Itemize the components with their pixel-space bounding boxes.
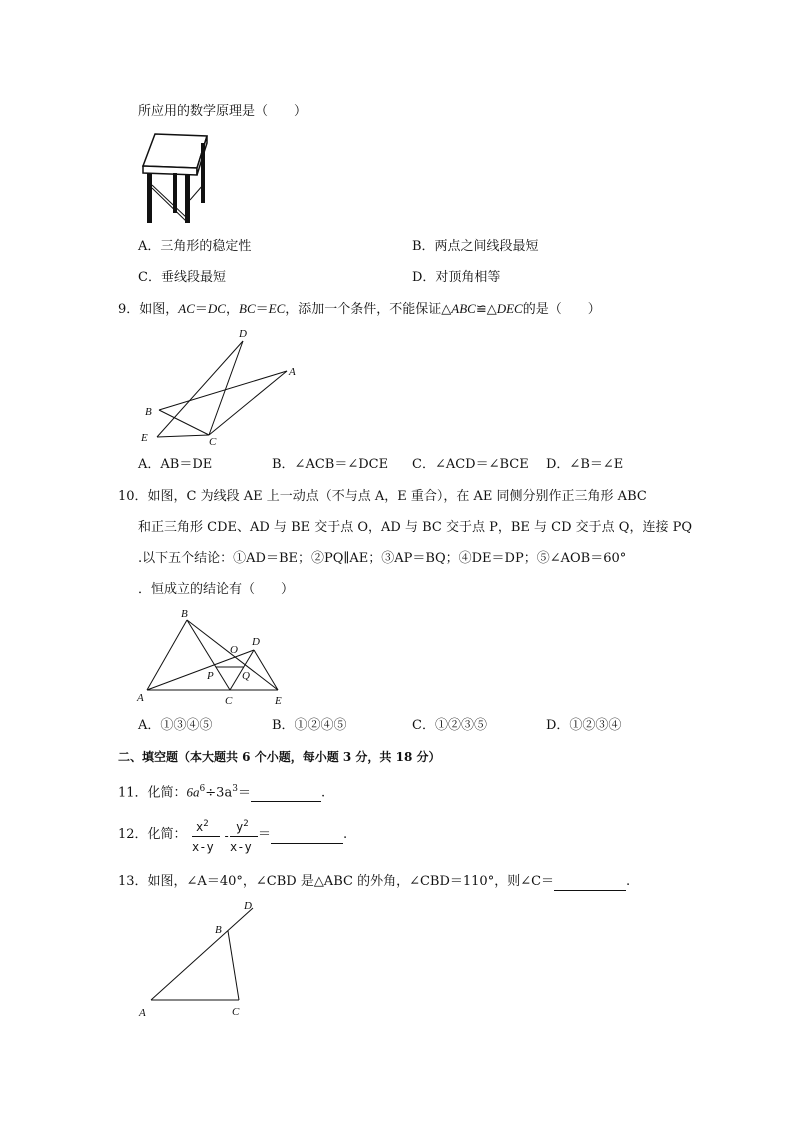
q9-label-c: C (209, 436, 217, 448)
q9-part: ＝ (194, 302, 208, 317)
q11-number: 11．化简： (118, 785, 187, 801)
q11-term: 6a (186, 784, 200, 800)
q10-label-p: P (207, 670, 214, 682)
q9-label-a: A (289, 366, 296, 378)
q10-figure (135, 605, 295, 710)
q9-part: DC (207, 301, 226, 316)
q11-term: ÷3a (205, 785, 233, 801)
q11-equals: ＝ (237, 785, 251, 801)
q10-line3: .以下五个结论：①AD＝BE；②PQ∥AE；③AP＝BQ；④DE＝DP；⑤∠AOB＝60° (138, 551, 627, 566)
q9-option-b[interactable]: B．∠ACB＝∠DCE (272, 457, 389, 472)
q9-label-e: E (141, 432, 148, 444)
q9-number: 9．如图， (118, 302, 179, 317)
q13-stem: 13．如图，∠A＝40°，∠CBD 是△ABC 的外角，∠CBD＝110°，则∠C＝ (118, 874, 555, 889)
q11-end: . (320, 785, 326, 801)
q9-option-a[interactable]: A．AB＝DE (138, 457, 213, 472)
q13-figure (135, 898, 275, 1023)
q8-option-d[interactable]: D．对顶角相等 (412, 270, 501, 285)
q11-line (118, 780, 325, 802)
q9-label-b: B (145, 406, 152, 418)
q10-option-d[interactable]: D．①②③④ (546, 718, 622, 733)
q8-stem: 所应用的数学原理是（ ） (138, 104, 308, 119)
q13-label-d: D (244, 900, 252, 912)
q8-option-c[interactable]: C．垂线段最短 (138, 270, 226, 285)
q13-line (118, 873, 630, 891)
q9-part: BC (239, 301, 256, 316)
q10-line2: 和正三角形 CDE、AD 与 BE 交于点 O，AD 与 BC 交于点 P，BE 与 CD 交于点 Q，连接 PQ (138, 520, 692, 535)
q12-numerator-1: $x^2$ (196, 819, 209, 834)
q9-stem (118, 300, 601, 319)
q11-exponent: 6 (199, 784, 206, 794)
q10-option-b[interactable]: B．①②④⑤ (272, 718, 347, 733)
q11-answer-blank[interactable] (251, 787, 321, 802)
q9-part: ≌△ (475, 302, 497, 317)
q12-denominator-2: x-y (230, 840, 252, 854)
q9-part: EC (268, 301, 286, 316)
q9-part: 的是（ ） (522, 302, 601, 317)
q12-numerator-2: $y^2$ (236, 819, 249, 834)
q9-part: ＝ (255, 302, 269, 317)
q10-line1: 10．如图，C 为线段 AE 上一动点（不与点 A，E 重合），在 AE 同侧分别作正三角形 ABC (118, 489, 647, 504)
q10-label-d: D (252, 636, 260, 648)
q12-number: 12．化简： (118, 827, 187, 842)
q9-option-c[interactable]: C．∠ACD＝∠BCE (412, 457, 529, 472)
q9-part: DEC (496, 301, 523, 316)
q9-figure (135, 325, 310, 450)
q10-option-c[interactable]: C．①②③⑤ (412, 718, 487, 733)
q10-label-o: O (230, 644, 238, 656)
q9-part: ， (225, 302, 239, 317)
q9-part: ABC (451, 301, 476, 316)
q8-option-a[interactable]: A．三角形的稳定性 (138, 239, 252, 254)
q13-label-c: C (232, 1006, 240, 1018)
q12-answer-blank[interactable] (271, 829, 343, 844)
q9-label-d: D (239, 328, 247, 340)
q8-option-b[interactable]: B．两点之间线段最短 (412, 239, 539, 254)
q9-option-d[interactable]: D．∠B＝∠E (546, 457, 624, 472)
q10-line4: ．恒成立的结论有（ ） (138, 582, 295, 597)
q10-option-a[interactable]: A．①③④⑤ (138, 718, 213, 733)
q13-label-a: A (139, 1007, 146, 1019)
section-title: 二、填空题（本大题共 6 个小题，每小题 3 分，共 18 分） (118, 750, 441, 764)
q12-fraction-bar-2 (230, 836, 258, 837)
q12-tail: ＝ . (258, 827, 348, 842)
q10-label-b: B (181, 608, 188, 620)
q13-label-b: B (215, 924, 222, 936)
q9-part: ，添加一个条件，不能保证△ (285, 302, 452, 317)
q11-exponent: 3 (232, 784, 238, 794)
q10-label-e: E (275, 695, 282, 707)
q10-label-a: A (137, 692, 144, 704)
q12-denominator-1: x-y (192, 840, 214, 854)
q10-label-c: C (225, 695, 233, 707)
q9-part: AC (178, 301, 195, 316)
q13-end: . (626, 874, 631, 889)
q8-table-figure (135, 130, 215, 230)
q13-answer-blank[interactable] (554, 876, 626, 891)
q12-fraction-bar-1 (192, 836, 220, 837)
q12-minus: - (223, 829, 231, 843)
q10-label-q: Q (242, 670, 250, 682)
